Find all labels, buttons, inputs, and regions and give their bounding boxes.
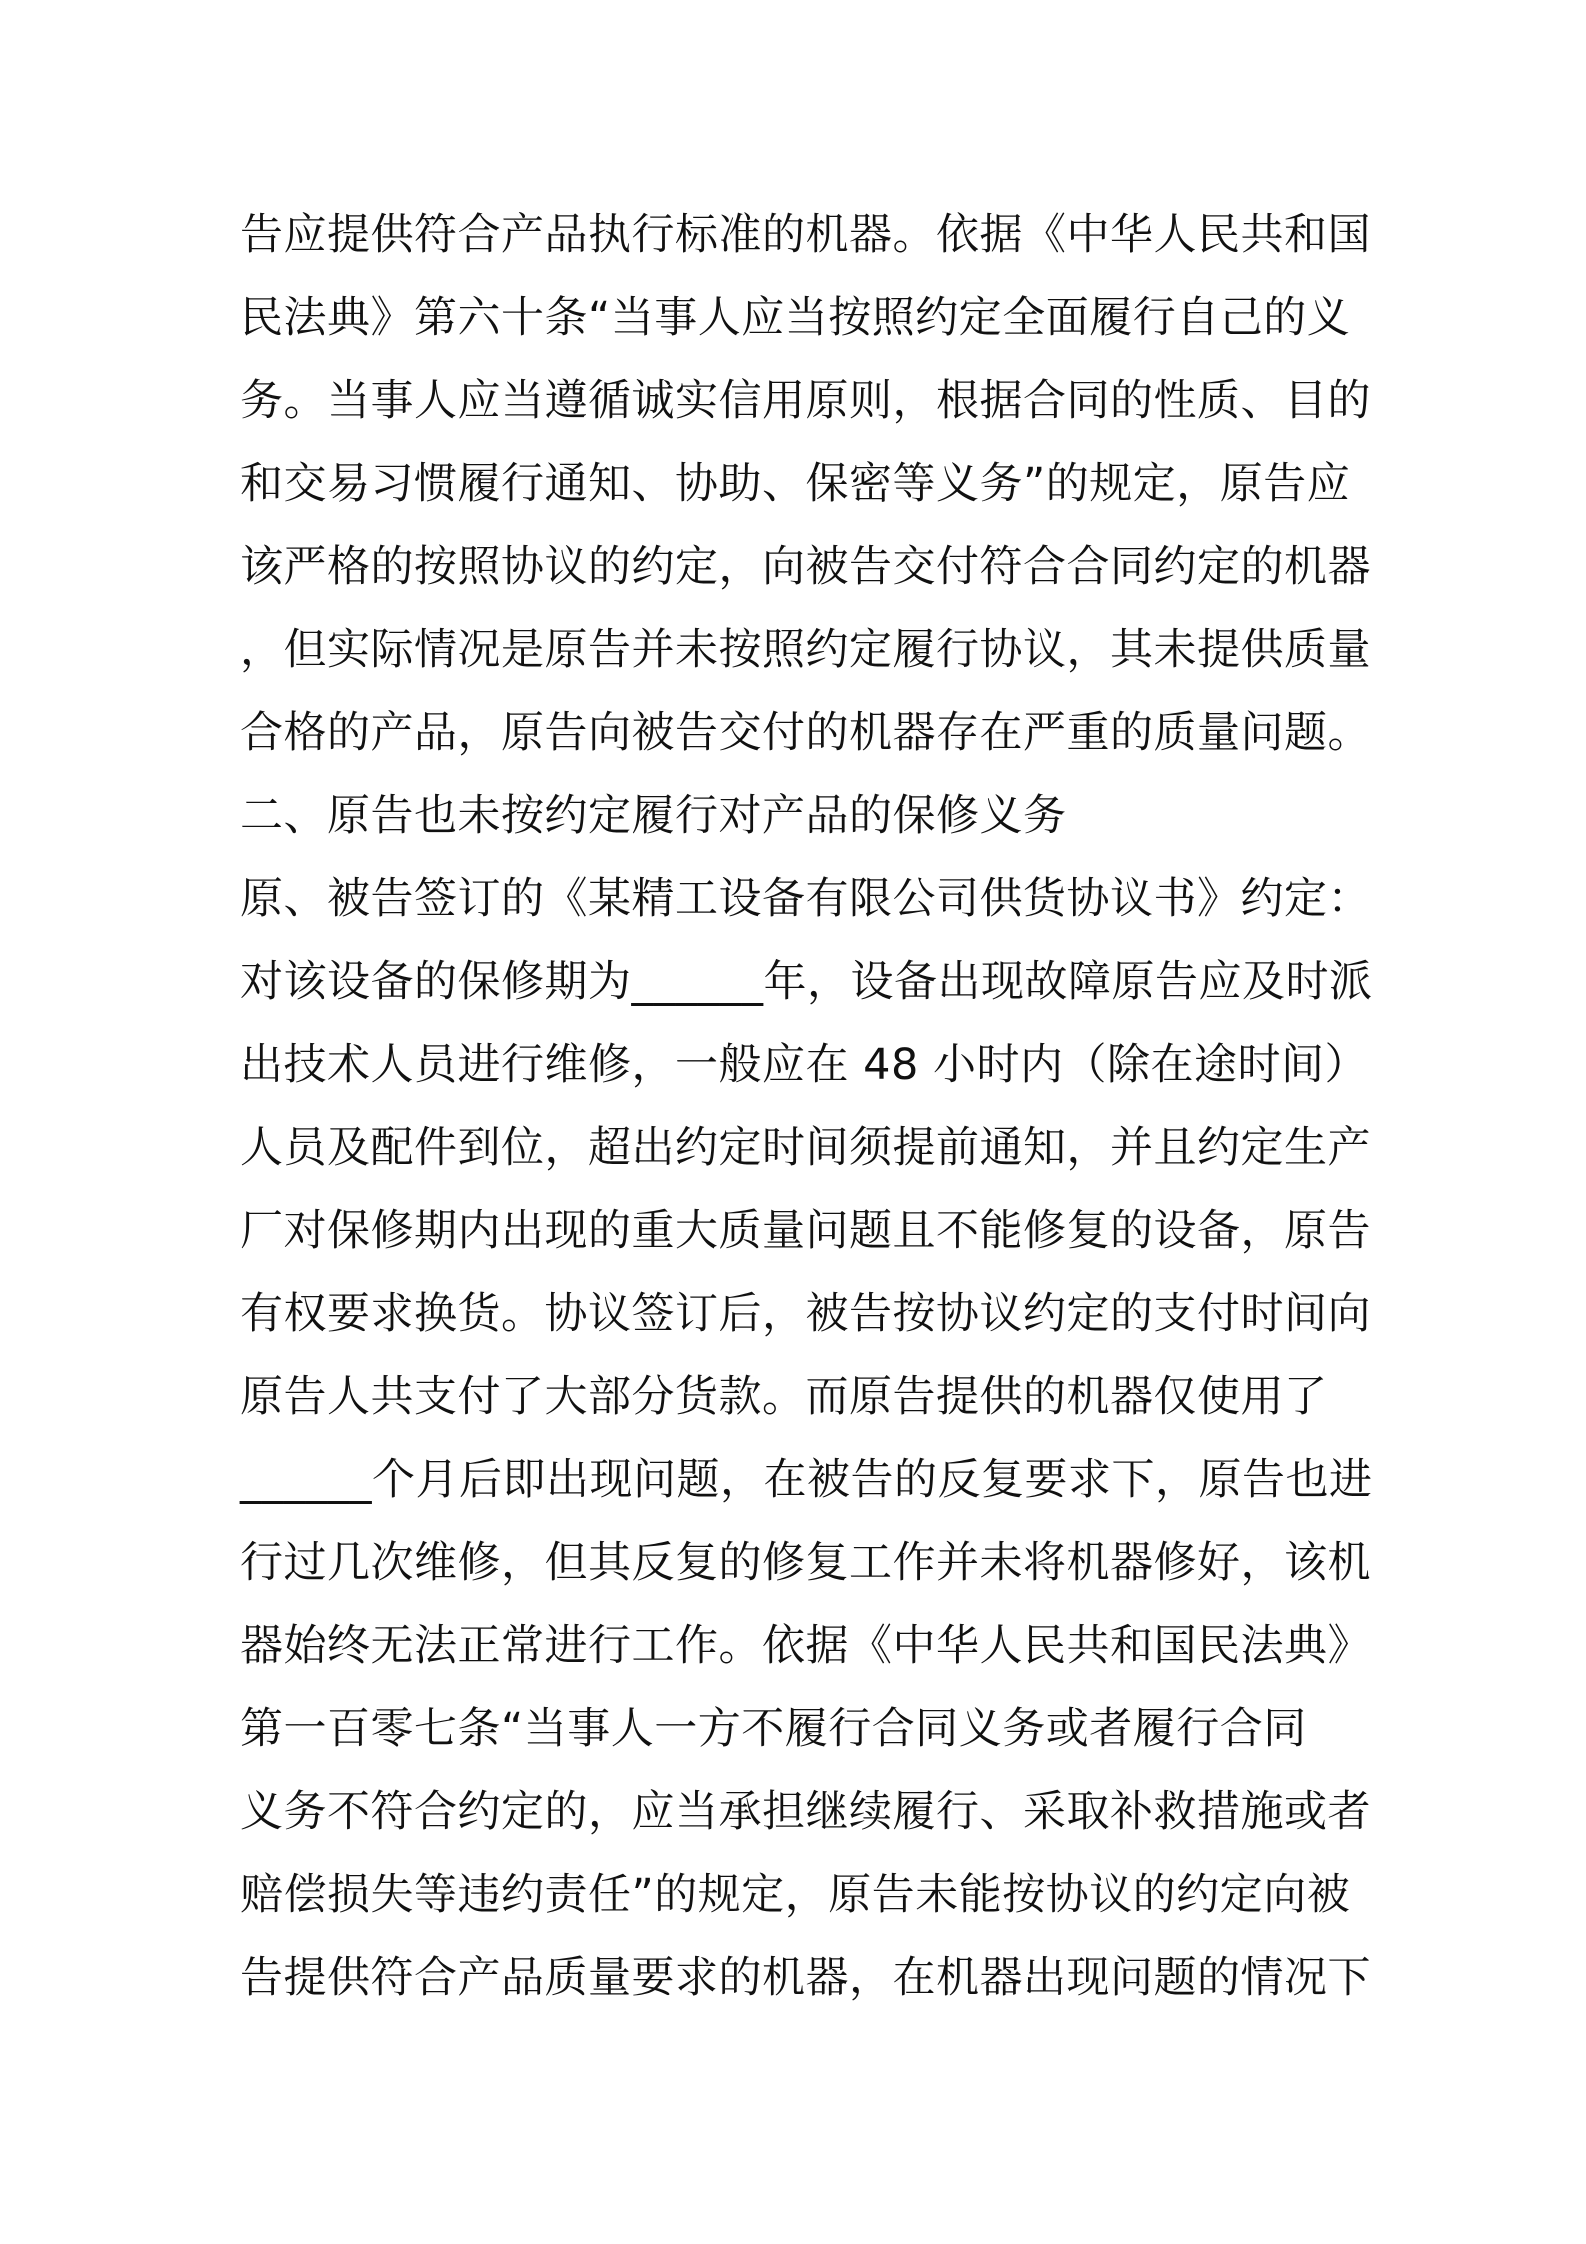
text-line-10: 对该设备的保修期为______年，设备出现故障原告应及时派 <box>240 957 1373 1007</box>
text-line-17: 行过几次维修，但其反复的修复工作并未将机器修好，该机 <box>240 1538 1371 1588</box>
text-line-7: 合格的产品，原告向被告交付的机器存在严重的质量问题。 <box>240 708 1371 758</box>
body-text <box>240 194 1373 2020</box>
text-line-5: 该严格的按照协议的约定，向被告交付符合合同约定的机器 <box>240 542 1371 592</box>
text-line-6: ，但实际情况是原告并未按照约定履行协议，其未提供质量 <box>240 625 1371 675</box>
text-line-2: 民法典》第六十条“当事人应当按照约定全面履行自己的义 <box>240 293 1351 343</box>
text-line-21: 赔偿损失等违约责任”的规定，原告未能按协议的约定向被 <box>240 1870 1351 1920</box>
text-line-4: 和交易习惯履行通知、协助、保密等义务”的规定，原告应 <box>240 459 1351 509</box>
text-line-19: 第一百零七条“当事人一方不履行合同义务或者履行合同 <box>240 1704 1307 1754</box>
text-line-20: 义务不符合约定的，应当承担继续履行、采取补救措施或者 <box>240 1787 1371 1837</box>
text-line-22: 告提供符合产品质量要求的机器，在机器出现问题的情况下 <box>240 1953 1371 2003</box>
text-line-1: 告应提供符合产品执行标准的机器。依据《中华人民共和国 <box>240 210 1371 260</box>
text-line-14: 有权要求换货。协议签订后，被告按协议约定的支付时间向 <box>240 1289 1371 1339</box>
text-line-18: 器始终无法正常进行工作。依据《中华人民共和国民法典》 <box>240 1621 1371 1671</box>
text-line-3: 务。当事人应当遵循诚实信用原则，根据合同的性质、目的 <box>240 376 1371 426</box>
text-line-9: 原、被告签订的《某精工设备有限公司供货协议书》约定： <box>240 874 1371 924</box>
text-line-13: 厂对保修期内出现的重大质量问题且不能修复的设备，原告 <box>240 1206 1371 1256</box>
section-heading: 二、原告也未按约定履行对产品的保修义务 <box>240 791 1067 841</box>
text-line-15: 原告人共支付了大部分货款。而原告提供的机器仅使用了 <box>240 1372 1328 1422</box>
text-line-16: ______个月后即出现问题，在被告的反复要求下，原告也进 <box>240 1455 1373 1505</box>
text-line-12: 人员及配件到位，超出约定时间须提前通知，并且约定生产 <box>240 1123 1371 1173</box>
text-line-11: 出技术人员进行维修，一般应在 48 小时内（除在途时间） <box>240 1040 1369 1090</box>
